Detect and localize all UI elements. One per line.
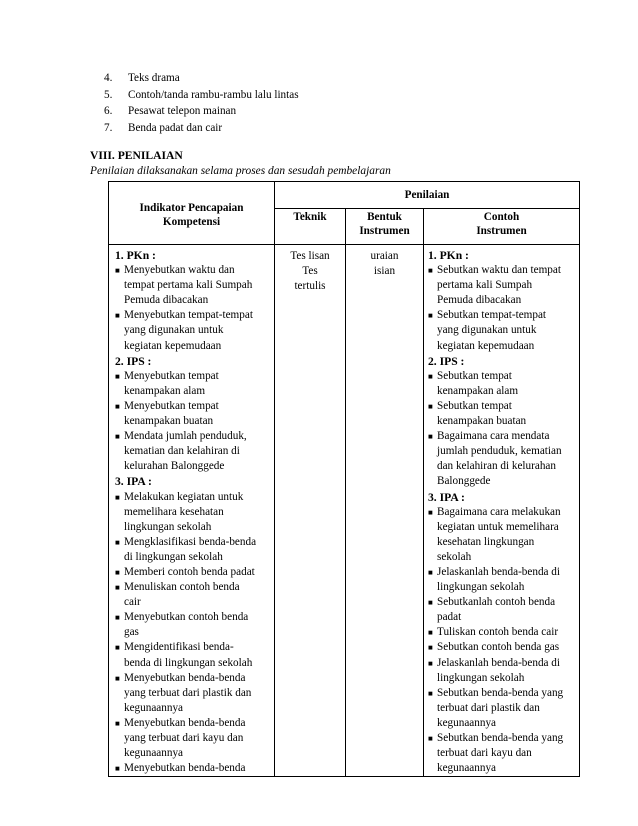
assessment-table xyxy=(108,181,580,777)
bullet-icon: ■ xyxy=(115,492,120,502)
list-item-text xyxy=(437,656,575,686)
text-line: kegiatan kepemudaan xyxy=(437,339,535,352)
list-item xyxy=(115,671,270,716)
text-line: kegunaannya xyxy=(124,701,184,714)
text-line: Pemuda dibacakan xyxy=(437,294,522,307)
header-indikator-line2: Kompetensi xyxy=(162,216,221,228)
list-item xyxy=(428,656,575,686)
bentuk-cell xyxy=(346,245,424,777)
text-line: yang terbuat dari plastik dan xyxy=(124,686,252,699)
list-item xyxy=(428,369,575,399)
contoh-content xyxy=(428,248,575,776)
list-item xyxy=(115,580,270,610)
list-item xyxy=(428,308,575,353)
text-line: Menyebutkan benda-benda xyxy=(124,762,246,775)
text-line: kegiatan untuk memelihara xyxy=(437,520,559,533)
text-line: cair xyxy=(124,596,141,609)
contoh-section-title: 1. PKn : xyxy=(428,249,469,262)
text-line: kenampakan buatan xyxy=(437,415,527,428)
header-teknik xyxy=(275,209,346,245)
text-line: Menuliskan contoh benda xyxy=(124,581,240,594)
text-line: di lingkungan sekolah xyxy=(124,550,223,563)
bullet-icon: ■ xyxy=(428,628,433,638)
bullet-icon: ■ xyxy=(428,266,433,276)
list-text: Contoh/tanda rambu-rambu lalu lintas xyxy=(128,88,299,101)
list-item-text xyxy=(124,308,270,353)
teknik-line: Tes lisan xyxy=(290,250,330,262)
bullet-icon: ■ xyxy=(428,507,433,517)
list-text: Teks drama xyxy=(128,72,180,84)
text-line: sekolah xyxy=(437,550,472,563)
contoh-cell xyxy=(424,245,580,777)
list-item-text xyxy=(437,565,575,595)
text-line: kenampakan alam xyxy=(437,384,519,397)
bentuk-line: uraian xyxy=(370,250,399,262)
bullet-icon: ■ xyxy=(428,643,433,653)
text-line: Menyebutkan tempat xyxy=(124,369,219,382)
list-item xyxy=(115,308,270,353)
list-item-text xyxy=(437,263,575,308)
bullet-icon: ■ xyxy=(115,537,120,547)
list-item xyxy=(428,399,575,429)
indikator-section-title: 1. PKn : xyxy=(115,249,156,262)
text-line: Mengklasifikasi benda-benda xyxy=(124,535,257,548)
header-penilaian: Penilaian xyxy=(275,182,580,209)
list-item xyxy=(115,565,270,580)
text-line: Sebutkanlah contoh benda xyxy=(437,596,556,609)
text-line: Menyebutkan benda-benda xyxy=(124,671,246,684)
list-item-text xyxy=(437,595,575,625)
list-item-text xyxy=(437,505,575,565)
text-line: kenampakan alam xyxy=(124,384,206,397)
text-line: jumlah penduduk, kematian xyxy=(437,445,562,458)
bullet-icon: ■ xyxy=(115,266,120,276)
list-item-text xyxy=(437,399,575,429)
indikator-content xyxy=(115,248,270,776)
text-line: Sebutkan benda-benda yang xyxy=(437,732,564,744)
header-bentuk-line2: Instrumen xyxy=(359,225,410,238)
text-line: yang digunakan untuk xyxy=(437,324,537,337)
list-item xyxy=(428,505,575,565)
list-item xyxy=(115,399,270,429)
text-line: terbuat dari plastik dan xyxy=(437,701,540,714)
list-number: 7. xyxy=(104,121,113,134)
bullet-icon: ■ xyxy=(428,371,433,381)
list-item xyxy=(104,103,299,120)
teknik-line: tertulis xyxy=(294,280,326,292)
header-contoh-line2: Instrumen xyxy=(476,225,527,238)
header-bentuk xyxy=(346,209,424,245)
text-line: Jelaskanlah benda-benda di xyxy=(437,656,561,669)
list-item xyxy=(115,263,270,308)
list-item-text xyxy=(437,429,575,489)
indikator-cell xyxy=(109,245,275,777)
list-item-text xyxy=(437,625,575,640)
text-line: lingkungan sekolah xyxy=(437,671,525,684)
text-line: Memberi contoh benda padat xyxy=(124,565,255,578)
text-line: lingkungan sekolah xyxy=(124,520,212,533)
list-item-text xyxy=(437,686,575,731)
list-item xyxy=(115,490,270,535)
material-list xyxy=(104,70,299,136)
list-item xyxy=(115,535,270,565)
bullet-icon: ■ xyxy=(428,658,433,668)
text-line: kesehatan lingkungan xyxy=(437,535,535,548)
text-line: Balonggede xyxy=(437,475,491,488)
list-item xyxy=(115,429,270,474)
list-number: 6. xyxy=(104,105,113,118)
bullet-icon: ■ xyxy=(115,764,120,774)
text-line: Sebutkan tempat-tempat xyxy=(437,309,547,322)
bullet-icon: ■ xyxy=(115,432,120,442)
text-line: Sebutkan tempat xyxy=(437,399,512,412)
bullet-icon: ■ xyxy=(115,401,120,411)
list-item-text xyxy=(124,369,270,399)
teknik-cell xyxy=(275,245,346,777)
header-teknik-label: Teknik xyxy=(293,211,327,223)
list-item-text xyxy=(124,761,270,776)
bullet-icon: ■ xyxy=(115,583,120,593)
list-item xyxy=(428,625,575,640)
text-line: lingkungan sekolah xyxy=(437,581,525,594)
list-item xyxy=(104,87,299,104)
text-line: kegiatan kepemudaan xyxy=(124,339,222,352)
bullet-icon: ■ xyxy=(428,688,433,698)
bullet-icon: ■ xyxy=(115,643,120,653)
list-number: 4. xyxy=(104,72,113,84)
list-item xyxy=(115,369,270,399)
text-line: Mendata jumlah penduduk, xyxy=(124,430,247,443)
text-line: tempat pertama kali Sumpah xyxy=(124,279,253,292)
list-item-text xyxy=(124,565,270,580)
list-item-text xyxy=(437,369,575,399)
bullet-icon: ■ xyxy=(115,718,120,728)
text-line: terbuat dari kayu dan xyxy=(437,747,532,760)
text-line: Bagaimana cara mendata xyxy=(437,430,550,443)
list-text: Pesawat telepon mainan xyxy=(128,105,237,118)
bullet-icon: ■ xyxy=(115,567,120,577)
text-line: padat xyxy=(437,611,462,624)
list-item xyxy=(115,716,270,761)
list-text: Benda padat dan cair xyxy=(128,121,223,134)
contoh-section-title: 2. IPS : xyxy=(428,354,465,368)
list-item-text xyxy=(437,640,575,655)
list-item xyxy=(428,595,575,625)
indikator-section-title: 2. IPS : xyxy=(115,354,152,368)
bullet-icon: ■ xyxy=(428,311,433,321)
header-bentuk-line1: Bentuk xyxy=(367,211,402,223)
header-indikator xyxy=(109,182,275,245)
bullet-icon: ■ xyxy=(115,371,120,381)
header-indikator-line1: Indikator Pencapaian xyxy=(139,201,244,214)
list-item xyxy=(115,640,270,670)
bullet-icon: ■ xyxy=(428,432,433,442)
list-item-text xyxy=(124,716,270,761)
text-line: Sebutkan contoh benda gas xyxy=(437,641,560,654)
text-line: Sebutkan tempat xyxy=(437,369,512,382)
text-line: Menyebutkan benda-benda xyxy=(124,716,246,729)
text-line: kegunaannya xyxy=(437,716,497,729)
list-item xyxy=(104,70,299,87)
text-line: Sebutkan benda-benda yang xyxy=(437,686,564,699)
list-item xyxy=(428,731,575,776)
text-line: gas xyxy=(124,626,139,639)
list-item-text xyxy=(124,263,270,308)
text-line: Menyebutkan tempat-tempat xyxy=(124,309,253,322)
list-item xyxy=(115,610,270,640)
list-item-text xyxy=(124,610,270,640)
text-line: Menyebutkan waktu dan xyxy=(124,264,235,277)
text-line: benda di lingkungan sekolah xyxy=(124,656,253,669)
bentuk-line: isian xyxy=(373,265,396,277)
text-line: yang terbuat dari kayu dan xyxy=(124,732,244,744)
list-number: 5. xyxy=(104,88,113,101)
bullet-icon: ■ xyxy=(115,311,120,321)
text-line: kegunaannya xyxy=(437,762,497,775)
bullet-icon: ■ xyxy=(115,613,120,623)
list-item-text xyxy=(124,580,270,610)
contoh-section-title: 3. IPA : xyxy=(428,490,465,504)
text-line: dan kelahiran di kelurahan xyxy=(437,460,556,473)
list-item-text xyxy=(124,671,270,716)
section-subtitle: Penilaian dilaksanakan selama proses dan sesudah pembelajaran xyxy=(90,165,391,177)
list-item-text xyxy=(124,535,270,565)
teknik-line: Tes xyxy=(302,265,318,277)
list-item-text xyxy=(124,399,270,429)
text-line: Mengidentifikasi benda- xyxy=(124,641,234,654)
list-item xyxy=(115,761,270,776)
list-item xyxy=(428,263,575,308)
indikator-section-title: 3. IPA : xyxy=(115,475,152,489)
text-line: kenampakan buatan xyxy=(124,415,214,428)
text-line: kematian dan kelahiran di xyxy=(124,445,240,458)
bullet-icon: ■ xyxy=(428,598,433,608)
list-item-text xyxy=(124,490,270,535)
text-line: kegunaannya xyxy=(124,747,184,760)
text-line: Jelaskanlah benda-benda di xyxy=(437,565,561,578)
bullet-icon: ■ xyxy=(428,734,433,743)
bullet-icon: ■ xyxy=(428,567,433,577)
text-line: Tuliskan contoh benda cair xyxy=(437,626,559,639)
header-contoh-line1: Contoh xyxy=(483,211,520,223)
list-item xyxy=(104,120,299,137)
text-line: kelurahan Balonggede xyxy=(124,460,225,473)
text-line: Menyebutkan tempat xyxy=(124,399,219,412)
text-line: Menyebutkan contoh benda xyxy=(124,611,249,624)
list-item-text xyxy=(124,640,270,670)
section-title: VIII. PENILAIAN xyxy=(90,149,183,162)
list-item-text xyxy=(437,731,575,776)
header-contoh xyxy=(424,209,580,245)
list-item xyxy=(428,686,575,731)
text-line: pertama kali Sumpah xyxy=(437,279,533,292)
list-item xyxy=(428,565,575,595)
list-item-text xyxy=(124,429,270,474)
text-line: yang digunakan untuk xyxy=(124,324,224,337)
bullet-icon: ■ xyxy=(115,673,120,683)
list-item xyxy=(428,429,575,489)
bullet-icon: ■ xyxy=(428,401,433,411)
text-line: Pemuda dibacakan xyxy=(124,294,209,307)
list-item-text xyxy=(437,308,575,353)
text-line: Bagaimana cara melakukan xyxy=(437,505,561,518)
text-line: Sebutkan waktu dan tempat xyxy=(437,264,561,277)
text-line: Melakukan kegiatan untuk xyxy=(124,490,244,503)
text-line: memelihara kesehatan xyxy=(124,505,224,518)
list-item xyxy=(428,640,575,655)
